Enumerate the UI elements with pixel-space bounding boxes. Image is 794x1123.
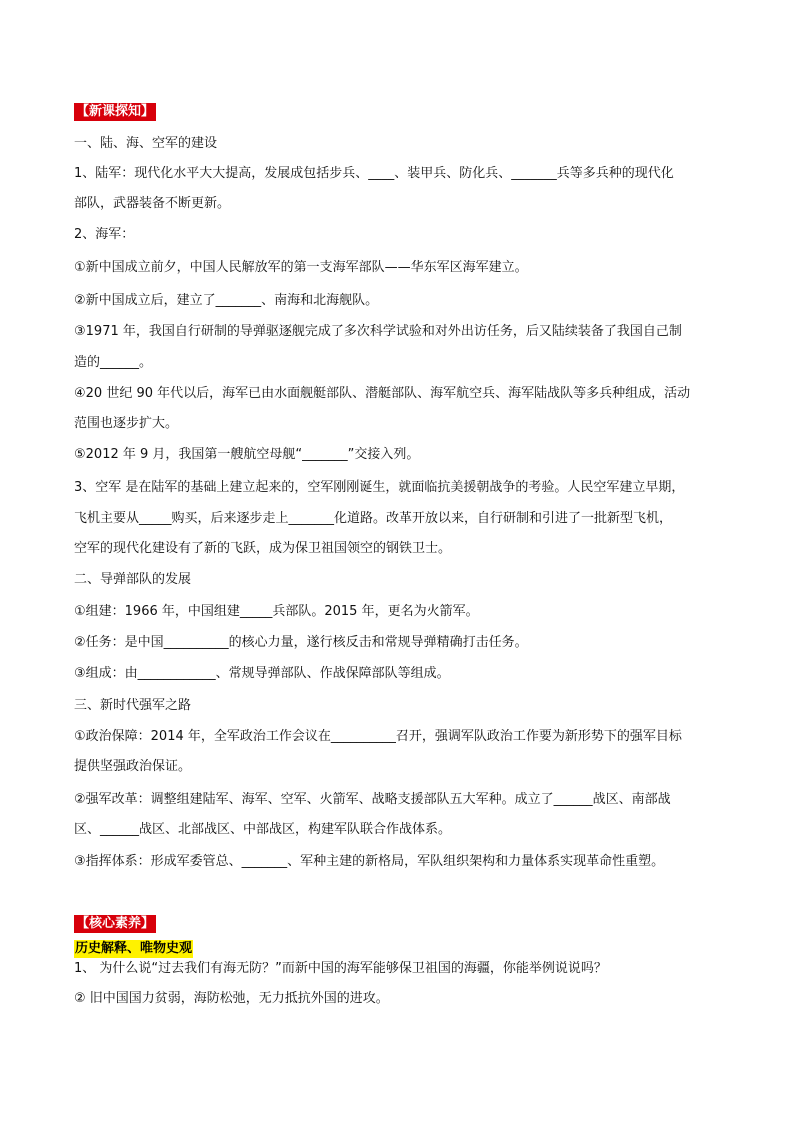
- section-tag-new-lesson: 【新课探知】: [76, 104, 155, 119]
- heading-airforce-line: 3、空军 是在陆军的基础上建立起来的，空军刚刚诞生，就面临抗美援朝战争的考验。人民空军建立早期，: [74, 480, 685, 495]
- text-line: ②强军改革：调整组建陆军、海军、空军、火箭军、战略支援部队五大军种。成立了______战区、南部战: [74, 792, 671, 807]
- text-line: ④20 世纪 90 年代以后，海军已由水面舰艇部队、潜艇部队、海军航空兵、海军陆战队等多兵种组成，活动: [74, 386, 691, 401]
- heading-navy: 2、海军：: [74, 227, 135, 242]
- text-line: 部队，武器装备不断更新。: [74, 196, 231, 211]
- text-line: ①政治保障：2014 年，全军政治工作会议在__________召开，强调军队政治工作要为新形势下的强军目标: [74, 729, 682, 744]
- text-line: 范围也逐步扩大。: [74, 416, 179, 431]
- text-line: ②任务：是中国__________的核心力量，遂行核反击和常规导弹精确打击任务。: [74, 635, 528, 650]
- heading-strong-army: 三、新时代强军之路: [74, 698, 192, 713]
- section-tag-core-literacy: 【核心素养】: [76, 916, 155, 931]
- text-line: ③1971 年，我国自行研制的导弹驱逐舰完成了多次科学试验和对外出访任务，后又陆续装备了我国自己制: [74, 324, 682, 339]
- text-line: 空军的现代化建设有了新的飞跃，成为保卫祖国领空的钢铁卫士。: [74, 541, 452, 556]
- answer-line: ② 旧中国国力贫弱，海防松弛，无力抵抗外国的进攻。: [74, 991, 389, 1006]
- highlight-label: 历史解释、唯物史观: [75, 941, 193, 956]
- text-line: 区、______战区、北部战区、中部战区，构建军队联合作战体系。: [74, 822, 452, 837]
- text-line: ③指挥体系：形成军委管总、_______、军种主建的新格局，军队组织架构和力量体系实现革命性重塑。: [74, 854, 665, 869]
- text-line: ①新中国成立前夕，中国人民解放军的第一支海军部队——华东军区海军建立。: [74, 260, 528, 275]
- text-line: ①组建：1966 年，中国组建_____兵部队。2015 年，更名为火箭军。: [74, 604, 479, 619]
- text-line: 1、陆军：现代化水平大大提高，发展成包括步兵、____、装甲兵、防化兵、_______兵等多兵种的现代化: [74, 166, 674, 181]
- text-line: 造的______。: [74, 355, 153, 370]
- heading-missile-forces: 二、导弹部队的发展: [74, 572, 192, 587]
- text-line: 提供坚强政治保证。: [74, 759, 192, 774]
- question-line: 1、 为什么说“过去我们有海无防？”而新中国的海军能够保卫祖国的海疆，你能举例说说吗？: [74, 961, 607, 976]
- text-line: ②新中国成立后，建立了_______、南海和北海舰队。: [74, 293, 379, 308]
- text-line: 飞机主要从_____购买，后来逐步走上_______化道路。改革开放以来，自行研制和引进了一批新型飞机，: [74, 511, 673, 526]
- text-line: ③组成：由____________、常规导弹部队、作战保障部队等组成。: [74, 666, 450, 681]
- text-line: ⑤2012 年 9 月，我国第一艘航空母舰“_______”交接入列。: [74, 447, 420, 462]
- heading-army-navy-airforce: 一、陆、海、空军的建设: [74, 136, 218, 151]
